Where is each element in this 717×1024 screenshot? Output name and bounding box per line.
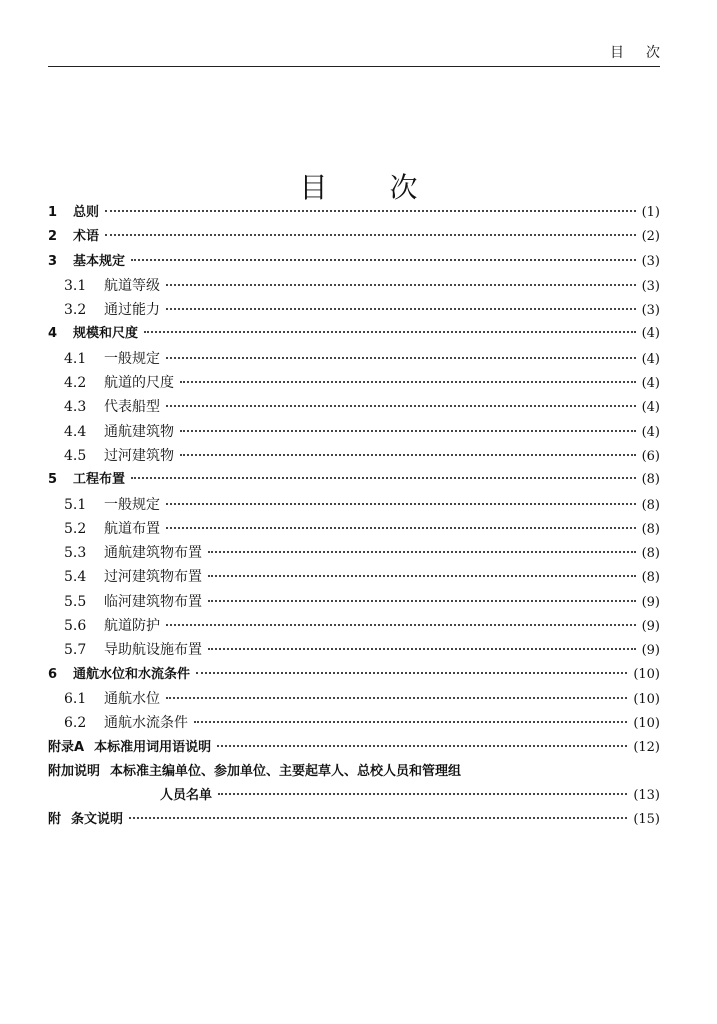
leader-dots — [218, 793, 627, 795]
toc-page: (3) — [641, 303, 660, 319]
toc-number: 4.4 — [64, 423, 87, 440]
toc-label: 导助航设施布置 — [104, 642, 202, 659]
toc-label: 通航建筑物布置 — [104, 545, 202, 562]
toc-label: 一般规定 — [104, 350, 160, 367]
toc-entry-4-3[interactable] — [48, 395, 660, 419]
toc-number: 4.1 — [64, 350, 87, 367]
toc-number: 6 — [48, 666, 58, 682]
toc-label: 航道等级 — [104, 277, 160, 294]
toc-page: (10) — [633, 716, 660, 732]
leader-dots — [166, 357, 636, 359]
toc-page: (4) — [641, 326, 660, 342]
leader-dots — [166, 308, 636, 310]
toc-number: 4.3 — [64, 399, 87, 416]
toc-page: (2) — [641, 229, 660, 245]
toc-label: 通过能力 — [104, 302, 160, 319]
header-rule — [48, 66, 660, 67]
leader-dots — [131, 477, 636, 479]
toc-number: 附 — [48, 812, 62, 828]
toc-number: 3.1 — [64, 277, 87, 294]
leader-dots — [180, 454, 636, 456]
toc-entry-6-2[interactable] — [48, 711, 660, 735]
toc-page: (3) — [641, 278, 660, 294]
toc-number: 附加说明 — [48, 763, 101, 779]
toc-number: 3 — [48, 253, 58, 269]
toc-entry-additional-line2[interactable] — [48, 784, 660, 808]
leader-dots — [166, 503, 636, 505]
leader-dots — [180, 430, 636, 432]
toc-number: 1 — [48, 205, 58, 220]
toc-page: (9) — [641, 594, 660, 610]
toc-label: 本标准主编单位、参加单位、主要起草人、总校人员和管理组 — [110, 763, 462, 779]
toc-label: 通航水位和水流条件 — [73, 666, 191, 682]
toc-page: (4) — [641, 376, 660, 392]
toc-label: 航道的尺度 — [104, 375, 174, 392]
toc-entry-4-5[interactable] — [48, 444, 660, 468]
leader-dots — [194, 721, 627, 723]
leader-dots — [196, 672, 627, 674]
toc-label: 规模和尺度 — [73, 326, 139, 342]
toc-number: 5.3 — [64, 545, 87, 562]
toc-number: 5.2 — [64, 520, 87, 537]
toc-label: 临河建筑物布置 — [104, 593, 202, 610]
leader-dots — [166, 405, 636, 407]
toc-label: 总则 — [73, 205, 100, 220]
toc-number: 4.2 — [64, 375, 87, 392]
toc-label: 人员名单 — [160, 788, 213, 804]
toc-page: (10) — [633, 691, 660, 707]
toc-page: (3) — [641, 253, 660, 269]
toc-entry-5-6[interactable] — [48, 614, 660, 638]
toc-page: (8) — [641, 570, 660, 586]
toc-number: 5.4 — [64, 569, 87, 586]
toc-label: 工程布置 — [73, 472, 126, 488]
toc-page: (8) — [641, 472, 660, 488]
toc-entry-5-1[interactable] — [48, 493, 660, 517]
toc-entry-5-2[interactable] — [48, 517, 660, 541]
toc-entry-5-7[interactable] — [48, 638, 660, 662]
toc-number: 5 — [48, 472, 58, 488]
toc-entry-2[interactable] — [48, 225, 660, 249]
toc-label: 一般规定 — [104, 496, 160, 513]
toc-number: 5.7 — [64, 642, 87, 659]
toc-entry-3-1[interactable] — [48, 274, 660, 298]
toc-label: 术语 — [73, 229, 100, 245]
leader-dots — [131, 259, 636, 261]
toc-entry-6-1[interactable] — [48, 687, 660, 711]
toc-entry-5-3[interactable] — [48, 541, 660, 565]
toc-label: 本标准用词用语说明 — [94, 739, 212, 755]
toc-number: 3.2 — [64, 302, 87, 319]
toc-label: 条文说明 — [71, 812, 124, 828]
toc-entry-1[interactable] — [48, 201, 660, 225]
toc-page: (8) — [641, 546, 660, 562]
leader-dots — [105, 234, 636, 236]
toc-entry-appendix-a[interactable] — [48, 736, 660, 760]
leader-dots — [208, 575, 636, 577]
toc-entry-5-4[interactable] — [48, 565, 660, 589]
toc-page: (4) — [641, 351, 660, 367]
toc-page: (15) — [633, 812, 660, 828]
toc-entry-4-1[interactable] — [48, 347, 660, 371]
toc-page: (4) — [641, 400, 660, 416]
running-header: 目次 — [610, 45, 682, 61]
table-of-contents — [48, 201, 660, 833]
toc-label: 航道布置 — [104, 520, 160, 537]
toc-entry-5-5[interactable] — [48, 590, 660, 614]
toc-number: 5.6 — [64, 618, 87, 635]
toc-label: 过河建筑物 — [104, 447, 174, 464]
toc-entry-explanation[interactable] — [48, 808, 660, 832]
toc-entry-6[interactable] — [48, 663, 660, 687]
toc-page: (9) — [641, 619, 660, 635]
leader-dots — [166, 527, 636, 529]
toc-entry-4-4[interactable] — [48, 420, 660, 444]
toc-entry-5[interactable] — [48, 468, 660, 492]
leader-dots — [166, 284, 636, 286]
leader-dots — [208, 648, 636, 650]
page-title: 目次 — [299, 170, 480, 204]
toc-page: (4) — [641, 424, 660, 440]
leader-dots — [208, 600, 636, 602]
leader-dots — [129, 817, 627, 819]
leader-dots — [208, 551, 636, 553]
toc-page: (10) — [633, 666, 660, 682]
toc-page: (12) — [633, 739, 660, 755]
toc-number: 5.5 — [64, 593, 87, 610]
toc-label: 代表船型 — [104, 399, 160, 416]
toc-page: (8) — [641, 521, 660, 537]
toc-label: 通航水位 — [104, 690, 160, 707]
toc-entry-3-2[interactable] — [48, 298, 660, 322]
leader-dots — [166, 624, 636, 626]
toc-entry-4-2[interactable] — [48, 371, 660, 395]
toc-number: 4.5 — [64, 447, 87, 464]
toc-page: (13) — [633, 788, 660, 804]
leader-dots — [144, 331, 636, 333]
toc-entry-additional-line1[interactable] — [48, 760, 660, 784]
toc-entry-3[interactable] — [48, 250, 660, 274]
toc-number: 6.2 — [64, 715, 87, 732]
toc-entry-4[interactable] — [48, 322, 660, 346]
toc-page: (6) — [641, 448, 660, 464]
toc-number: 附录A — [48, 739, 85, 755]
toc-page: (1) — [641, 205, 660, 220]
toc-page: (9) — [641, 643, 660, 659]
toc-number: 4 — [48, 326, 58, 342]
toc-number: 5.1 — [64, 496, 87, 513]
leader-dots — [166, 697, 627, 699]
leader-dots — [105, 210, 636, 212]
leader-dots — [180, 381, 636, 383]
leader-dots — [217, 745, 627, 747]
toc-label: 航道防护 — [104, 618, 160, 635]
toc-label: 通航建筑物 — [104, 423, 174, 440]
toc-number: 6.1 — [64, 690, 87, 707]
toc-label: 基本规定 — [73, 253, 126, 269]
toc-page: (8) — [641, 497, 660, 513]
toc-label: 过河建筑物布置 — [104, 569, 202, 586]
toc-number: 2 — [48, 229, 58, 245]
toc-label: 通航水流条件 — [104, 715, 188, 732]
